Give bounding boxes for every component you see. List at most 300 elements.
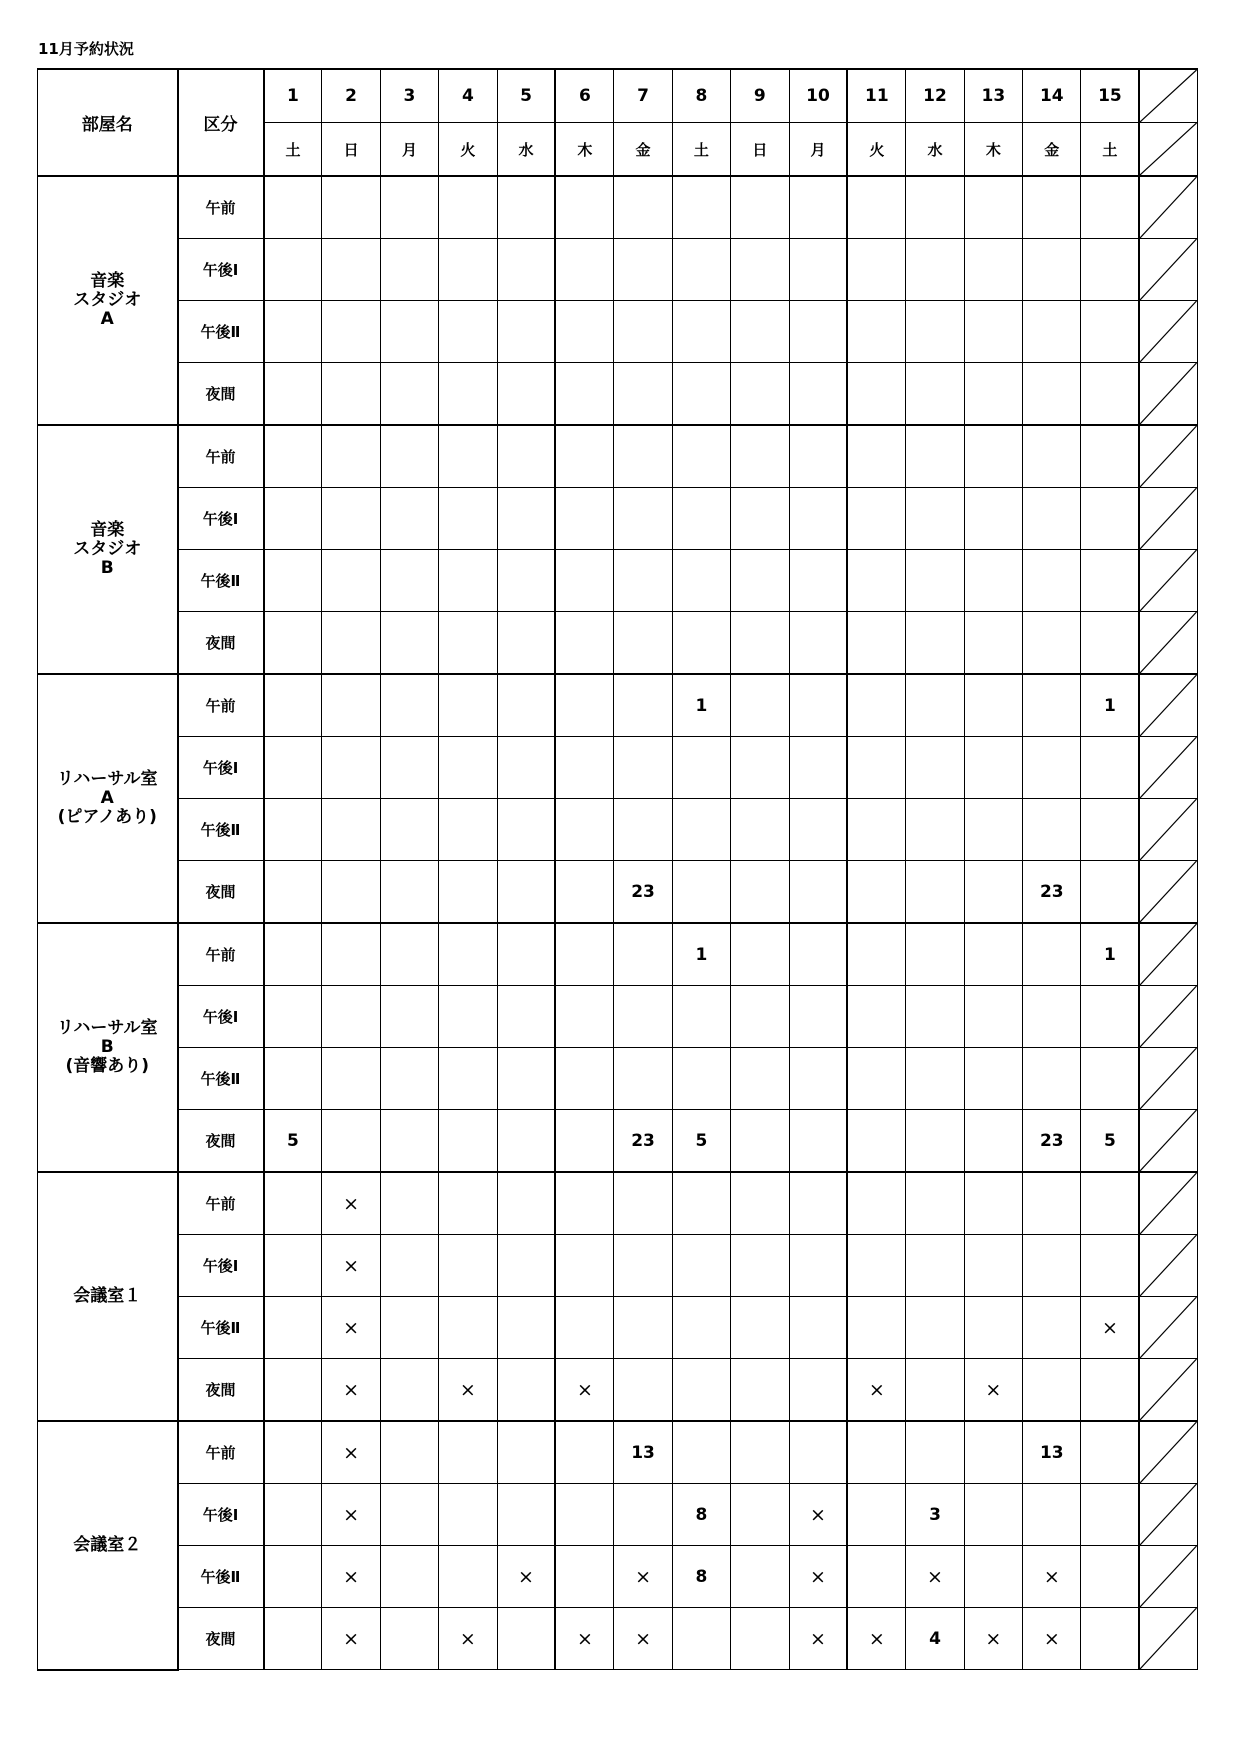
reservation-cell [1081, 612, 1139, 675]
reservation-cell [380, 1484, 438, 1546]
diagonal-line [1140, 550, 1197, 611]
reservation-cell [906, 1048, 964, 1110]
reservation-cell [964, 737, 1022, 799]
diagonal-line [1140, 363, 1197, 424]
reservation-cell [555, 239, 613, 301]
blank-diagonal-cell [1139, 861, 1197, 924]
reservation-cell [264, 1359, 322, 1422]
reservation-cell: 8 [672, 1484, 730, 1546]
slot-label: 午後Ⅱ [178, 301, 264, 363]
blank-diagonal-cell [1139, 425, 1197, 488]
reservation-cell [731, 861, 789, 924]
reservation-cell [1081, 301, 1139, 363]
table-row [38, 488, 1198, 550]
reservation-cell [555, 1048, 613, 1110]
reservation-cell [847, 1172, 905, 1235]
reservation-cell [380, 363, 438, 426]
reservation-cell [439, 176, 497, 239]
reservation-cell: × [614, 1608, 672, 1670]
reservation-cell [789, 1048, 847, 1110]
reservation-cell [614, 239, 672, 301]
reservation-cell [789, 1359, 847, 1422]
table-row [38, 1297, 1198, 1359]
blank-diagonal-cell [1139, 301, 1197, 363]
reservation-cell [731, 986, 789, 1048]
reservation-cell [847, 176, 905, 239]
reservation-cell [614, 488, 672, 550]
slot-label: 午前 [178, 425, 264, 488]
table-row [38, 737, 1198, 799]
reservation-cell [497, 861, 555, 924]
reservation-cell [439, 1297, 497, 1359]
reservation-cell: × [906, 1546, 964, 1608]
reservation-cell [497, 550, 555, 612]
reservation-cell [380, 674, 438, 737]
slot-label: 午前 [178, 1421, 264, 1484]
table-row [38, 1359, 1198, 1422]
reservation-cell [322, 923, 380, 986]
diagonal-line [1140, 737, 1197, 798]
reservation-cell [1023, 1297, 1081, 1359]
reservation-cell [906, 986, 964, 1048]
reservation-cell [906, 1172, 964, 1235]
reservation-cell [1081, 550, 1139, 612]
reservation-cell [322, 488, 380, 550]
reservation-cell [555, 799, 613, 861]
reservation-cell [497, 363, 555, 426]
reservation-cell [380, 737, 438, 799]
reservation-cell [555, 1484, 613, 1546]
reservation-cell [497, 239, 555, 301]
reservation-cell [380, 1297, 438, 1359]
reservation-cell [789, 1110, 847, 1173]
reservation-cell: 5 [1081, 1110, 1139, 1173]
reservation-cell [847, 1048, 905, 1110]
reservation-cell [672, 986, 730, 1048]
diagonal-line [1140, 1110, 1197, 1171]
header-day-number: 3 [380, 69, 438, 123]
reservation-cell [1023, 799, 1081, 861]
reservation-cell [322, 674, 380, 737]
reservation-cell [322, 1048, 380, 1110]
reservation-cell [847, 363, 905, 426]
reservation-cell [322, 737, 380, 799]
reservation-cell [614, 1484, 672, 1546]
reservation-cell [1023, 1235, 1081, 1297]
diagonal-line [1140, 1297, 1197, 1358]
room-name: 会議室１ [38, 1172, 178, 1421]
reservation-cell: 23 [1023, 861, 1081, 924]
slot-label: 午前 [178, 923, 264, 986]
reservation-cell [555, 737, 613, 799]
header-weekday: 土 [672, 123, 730, 177]
reservation-cell [906, 1235, 964, 1297]
reservation-cell [439, 1546, 497, 1608]
reservation-cell [906, 1297, 964, 1359]
reservation-cell: 13 [614, 1421, 672, 1484]
reservation-cell [1081, 861, 1139, 924]
blank-diagonal-cell [1139, 1235, 1197, 1297]
table-row [38, 1421, 1198, 1484]
reservation-cell [1023, 550, 1081, 612]
reservation-cell: 5 [264, 1110, 322, 1173]
table-row [38, 1484, 1198, 1546]
reservation-cell [264, 1421, 322, 1484]
reservation-cell [1081, 425, 1139, 488]
reservation-cell [439, 1235, 497, 1297]
header-day-number: 8 [672, 69, 730, 123]
reservation-cell [731, 550, 789, 612]
reservation-cell [555, 861, 613, 924]
header-weekday: 日 [731, 123, 789, 177]
reservation-cell [672, 239, 730, 301]
reservation-cell [1023, 488, 1081, 550]
reservation-cell [497, 1297, 555, 1359]
slot-label: 午後Ⅰ [178, 1235, 264, 1297]
room-name: 音楽 スタジオ A [38, 176, 178, 425]
reservation-cell: 1 [1081, 674, 1139, 737]
reservation-cell: × [1023, 1546, 1081, 1608]
reservation-cell [847, 674, 905, 737]
reservation-cell [789, 301, 847, 363]
reservation-cell [672, 1359, 730, 1422]
diagonal-line [1140, 177, 1197, 238]
reservation-cell [555, 550, 613, 612]
reservation-cell: × [789, 1546, 847, 1608]
reservation-cell [380, 799, 438, 861]
reservation-cell [789, 363, 847, 426]
reservation-cell [847, 1421, 905, 1484]
reservation-cell [1023, 1484, 1081, 1546]
reservation-cell [380, 1421, 438, 1484]
reservation-cell [731, 1048, 789, 1110]
reservation-cell [964, 301, 1022, 363]
blank-diagonal-cell [1139, 176, 1197, 239]
table-row [38, 176, 1198, 239]
reservation-cell [555, 1235, 613, 1297]
reservation-cell [672, 176, 730, 239]
diagonal-line [1140, 239, 1197, 300]
blank-diagonal-cell [1139, 123, 1197, 177]
reservation-cell [439, 612, 497, 675]
slot-label: 夜間 [178, 1608, 264, 1670]
reservation-cell [789, 176, 847, 239]
diagonal-line [1140, 70, 1197, 122]
reservation-cell [497, 301, 555, 363]
reservation-cell [614, 799, 672, 861]
reservation-cell [264, 1235, 322, 1297]
reservation-cell [731, 799, 789, 861]
reservation-cell [497, 986, 555, 1048]
header-weekday: 日 [322, 123, 380, 177]
reservation-cell [906, 612, 964, 675]
header-day-number: 12 [906, 69, 964, 123]
header-day-number: 14 [1023, 69, 1081, 123]
blank-diagonal-cell [1139, 1297, 1197, 1359]
reservation-cell [964, 861, 1022, 924]
reservation-cell [380, 239, 438, 301]
reservation-cell [380, 488, 438, 550]
blank-diagonal-cell [1139, 1110, 1197, 1173]
reservation-cell [1023, 239, 1081, 301]
reservation-cell [497, 1048, 555, 1110]
reservation-cell [964, 612, 1022, 675]
reservation-cell [789, 239, 847, 301]
reservation-cell [264, 1484, 322, 1546]
reservation-cell [555, 176, 613, 239]
reservation-cell [322, 176, 380, 239]
blank-diagonal-cell [1139, 986, 1197, 1048]
reservation-cell: 4 [906, 1608, 964, 1670]
reservation-cell [614, 176, 672, 239]
reservation-cell [555, 674, 613, 737]
blank-diagonal-cell [1139, 1484, 1197, 1546]
reservation-cell [439, 363, 497, 426]
reservation-cell [614, 301, 672, 363]
slot-label: 午後Ⅱ [178, 1546, 264, 1608]
header-weekday: 木 [555, 123, 613, 177]
table-row [38, 550, 1198, 612]
reservation-cell: × [1081, 1297, 1139, 1359]
reservation-cell [1081, 1235, 1139, 1297]
diagonal-line [1140, 799, 1197, 860]
reservation-cell [789, 986, 847, 1048]
reservation-cell [1081, 488, 1139, 550]
reservation-cell [1081, 1484, 1139, 1546]
reservation-cell [1081, 176, 1139, 239]
header-day-number: 13 [964, 69, 1022, 123]
reservation-cell [322, 986, 380, 1048]
reservation-cell [439, 861, 497, 924]
reservation-cell [964, 1421, 1022, 1484]
header-weekday: 金 [1023, 123, 1081, 177]
header-day-number: 15 [1081, 69, 1139, 123]
blank-diagonal-cell [1139, 1172, 1197, 1235]
reservation-cell [672, 799, 730, 861]
reservation-cell [614, 425, 672, 488]
reservation-cell [264, 301, 322, 363]
reservation-cell [731, 239, 789, 301]
reservation-cell [906, 176, 964, 239]
reservation-cell [789, 425, 847, 488]
reservation-cell [264, 1048, 322, 1110]
reservation-cell: × [439, 1359, 497, 1422]
reservation-cell [497, 674, 555, 737]
slot-label: 夜間 [178, 363, 264, 426]
reservation-cell [439, 488, 497, 550]
reservation-cell [497, 1172, 555, 1235]
blank-diagonal-cell [1139, 674, 1197, 737]
room-name: リハーサル室 B (音響あり) [38, 923, 178, 1172]
header-room-name: 部屋名 [38, 69, 178, 176]
reservation-cell [672, 861, 730, 924]
reservation-cell [264, 986, 322, 1048]
slot-label: 午前 [178, 176, 264, 239]
reservation-cell [1081, 1172, 1139, 1235]
diagonal-line [1140, 924, 1197, 985]
blank-diagonal-cell [1139, 69, 1197, 123]
reservation-cell: × [322, 1484, 380, 1546]
reservation-cell [264, 176, 322, 239]
reservation-cell [555, 1172, 613, 1235]
reservation-cell [789, 1421, 847, 1484]
reservation-cell: × [964, 1608, 1022, 1670]
reservation-cell [380, 923, 438, 986]
reservation-cell [906, 923, 964, 986]
room-name: 会議室２ [38, 1421, 178, 1670]
reservation-cell: × [322, 1421, 380, 1484]
reservation-cell [731, 674, 789, 737]
reservation-cell [789, 1235, 847, 1297]
reservation-cell [731, 1110, 789, 1173]
reservation-cell [322, 612, 380, 675]
blank-diagonal-cell [1139, 239, 1197, 301]
header-weekday: 金 [614, 123, 672, 177]
header-day-number: 2 [322, 69, 380, 123]
reservation-cell [672, 737, 730, 799]
reservation-cell [731, 1546, 789, 1608]
slot-label: 午前 [178, 1172, 264, 1235]
reservation-cell [906, 1359, 964, 1422]
header-weekday: 土 [1081, 123, 1139, 177]
reservation-cell [964, 363, 1022, 426]
reservation-cell [1081, 1608, 1139, 1670]
reservation-cell [264, 1297, 322, 1359]
header-weekday: 月 [380, 123, 438, 177]
reservation-cell: 8 [672, 1546, 730, 1608]
reservation-cell [497, 612, 555, 675]
reservation-cell [1023, 363, 1081, 426]
reservation-cell [439, 1172, 497, 1235]
reservation-cell [439, 1421, 497, 1484]
reservation-cell [731, 1484, 789, 1546]
header-day-number: 6 [555, 69, 613, 123]
header-weekday: 月 [789, 123, 847, 177]
reservation-cell [614, 550, 672, 612]
header-day-number: 5 [497, 69, 555, 123]
reservation-cell [497, 923, 555, 986]
reservation-cell [439, 1110, 497, 1173]
reservation-cell [380, 1235, 438, 1297]
slot-label: 午後Ⅱ [178, 1048, 264, 1110]
page-title: 11月予約状況 [38, 40, 134, 58]
reservation-cell [964, 1546, 1022, 1608]
diagonal-line [1140, 675, 1197, 736]
header-day-number: 9 [731, 69, 789, 123]
reservation-cell [1081, 1048, 1139, 1110]
reservation-cell [964, 239, 1022, 301]
reservation-cell [789, 1297, 847, 1359]
reservation-cell [964, 1110, 1022, 1173]
reservation-cell [1023, 1048, 1081, 1110]
table-row [38, 1546, 1198, 1608]
reservation-cell [847, 301, 905, 363]
reservation-cell [555, 1110, 613, 1173]
reservation-cell [1023, 301, 1081, 363]
header-weekday: 水 [906, 123, 964, 177]
reservation-cell [497, 737, 555, 799]
reservation-cell: 1 [1081, 923, 1139, 986]
reservation-cell: × [497, 1546, 555, 1608]
table-row [38, 363, 1198, 426]
reservation-cell [731, 612, 789, 675]
reservation-cell [614, 363, 672, 426]
reservation-cell [847, 799, 905, 861]
diagonal-line [1140, 1422, 1197, 1483]
header-row-days [38, 69, 1198, 123]
reservation-cell [1023, 986, 1081, 1048]
reservation-cell [847, 488, 905, 550]
reservation-cell [789, 488, 847, 550]
table-row [38, 861, 1198, 924]
reservation-cell [380, 1172, 438, 1235]
reservation-cell [847, 1110, 905, 1173]
reservation-cell [731, 1359, 789, 1422]
reservation-cell [264, 1172, 322, 1235]
reservation-cell [789, 612, 847, 675]
reservation-cell [497, 1110, 555, 1173]
reservation-table [37, 68, 1198, 1671]
reservation-cell [847, 239, 905, 301]
header-day-number: 4 [439, 69, 497, 123]
reservation-cell [672, 1235, 730, 1297]
reservation-cell [847, 986, 905, 1048]
reservation-cell [614, 1235, 672, 1297]
reservation-cell [906, 550, 964, 612]
reservation-cell [555, 363, 613, 426]
reservation-cell [964, 488, 1022, 550]
header-weekday: 火 [439, 123, 497, 177]
diagonal-line [1140, 488, 1197, 549]
reservation-cell [731, 363, 789, 426]
diagonal-line [1140, 301, 1197, 362]
diagonal-line [1140, 426, 1197, 487]
reservation-cell [964, 1172, 1022, 1235]
diagonal-line [1140, 1235, 1197, 1296]
reservation-cell [439, 1048, 497, 1110]
reservation-cell [322, 1110, 380, 1173]
reservation-cell [497, 1608, 555, 1670]
blank-diagonal-cell [1139, 612, 1197, 675]
table-row [38, 425, 1198, 488]
reservation-cell [1081, 986, 1139, 1048]
reservation-cell [264, 861, 322, 924]
reservation-cell [731, 176, 789, 239]
reservation-cell [555, 1297, 613, 1359]
reservation-cell: × [322, 1359, 380, 1422]
reservation-cell [380, 986, 438, 1048]
reservation-cell [964, 1484, 1022, 1546]
reservation-cell [497, 488, 555, 550]
reservation-cell: × [322, 1546, 380, 1608]
reservation-cell [380, 176, 438, 239]
reservation-cell [264, 363, 322, 426]
header-day-number: 10 [789, 69, 847, 123]
blank-diagonal-cell [1139, 923, 1197, 986]
reservation-cell [497, 1484, 555, 1546]
header-day-number: 7 [614, 69, 672, 123]
diagonal-line [1140, 1608, 1197, 1669]
table-row [38, 923, 1198, 986]
reservation-cell [1023, 674, 1081, 737]
reservation-cell [1081, 239, 1139, 301]
reservation-cell [322, 550, 380, 612]
reservation-cell [672, 488, 730, 550]
reservation-cell [731, 1172, 789, 1235]
reservation-cell [964, 923, 1022, 986]
reservation-cell [847, 1235, 905, 1297]
reservation-cell: 1 [672, 923, 730, 986]
